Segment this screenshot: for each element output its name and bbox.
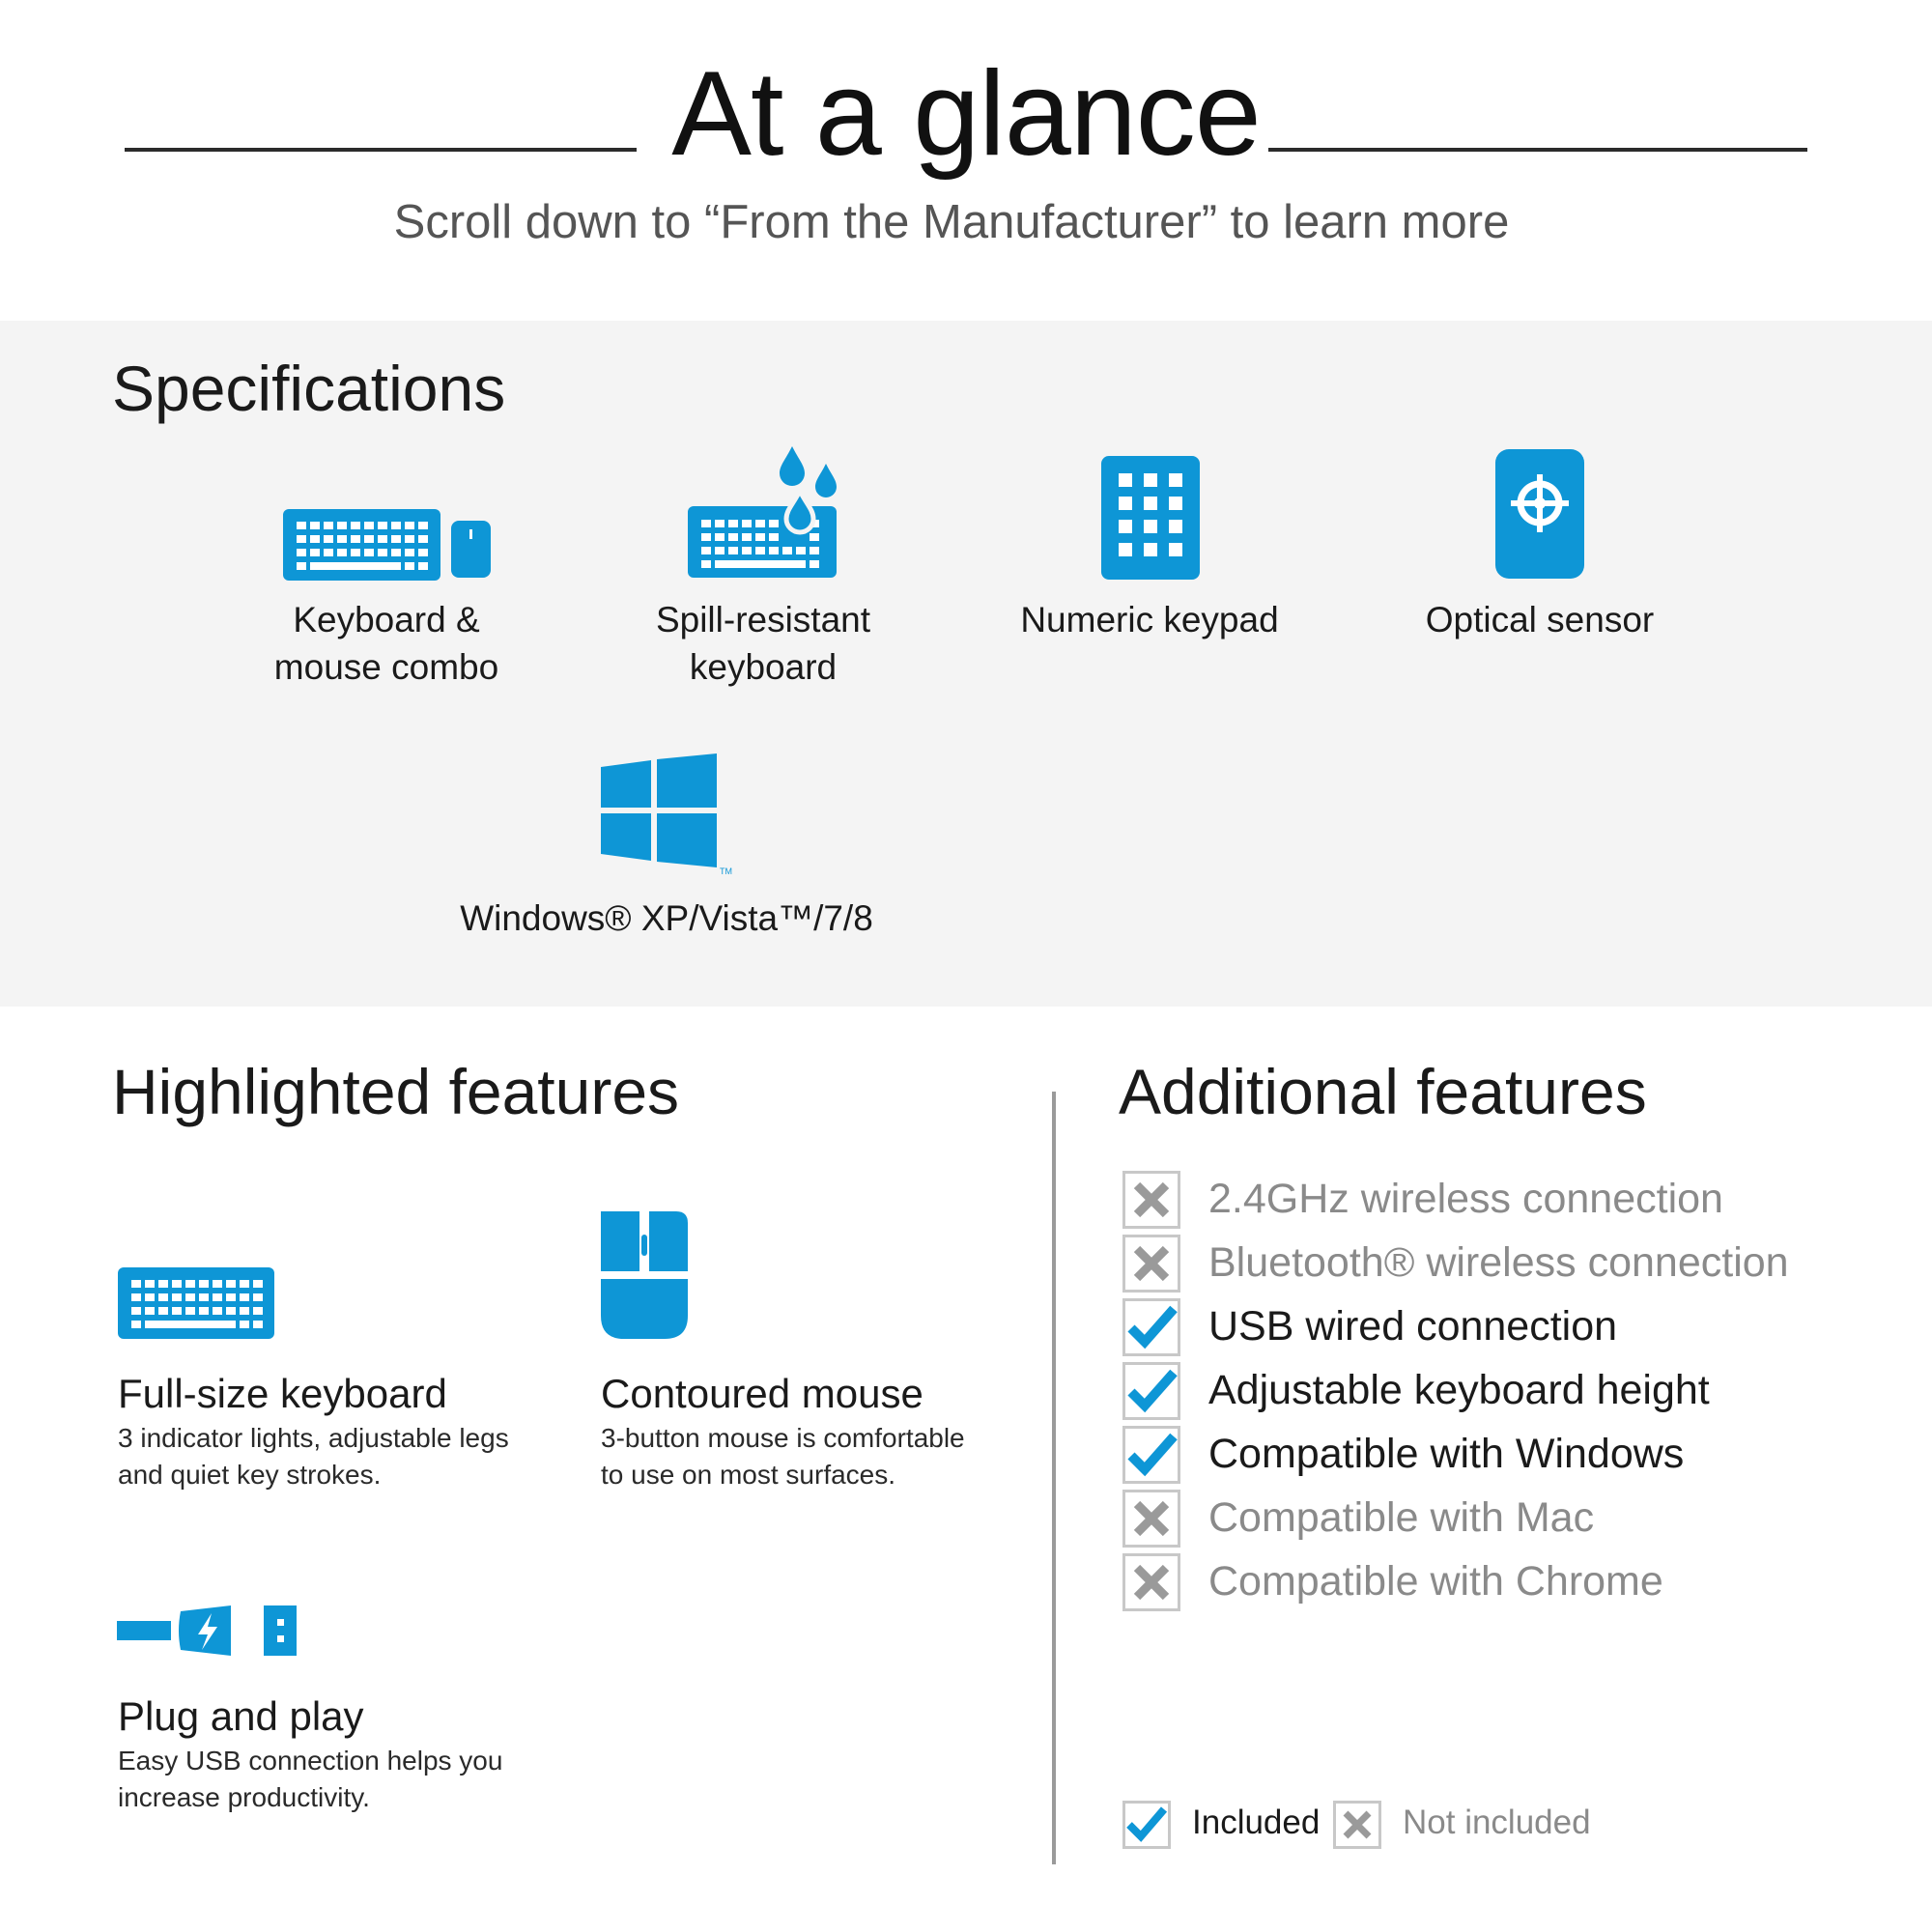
feature-label: USB wired connection [1208,1303,1618,1350]
feature-label: Compatible with Mac [1208,1494,1595,1541]
feature-desc-line2: increase productivity. [118,1782,370,1812]
spec-label-line2: keyboard [689,647,838,687]
specifications-panel [0,321,1932,1007]
section-divider [1052,1092,1056,1864]
legend-x-mark-icon [1333,1801,1381,1849]
spec-label-line1: Keyboard & [293,600,480,639]
usb-plug-icon [117,1600,297,1662]
spec-spill-resistant-keyboard [609,596,918,691]
x-mark-icon [1122,1490,1180,1548]
feature-title-keyboard: Full-size keyboard [118,1371,447,1416]
spec-windows [435,895,898,942]
legend-included-label: Included [1192,1804,1321,1841]
feature-label: Compatible with Chrome [1208,1558,1663,1605]
spec-label-line1: Windows® XP/Vista™/7/8 [460,898,873,938]
x-mark-icon [1122,1553,1180,1611]
mouse-icon [601,1211,688,1339]
x-mark-icon [1122,1171,1180,1229]
feature-desc-mouse [601,1420,965,1493]
feature-title-mouse: Contoured mouse [601,1371,923,1416]
feature-label: Bluetooth® wireless connection [1208,1239,1789,1286]
spec-label-line1: Numeric keypad [1020,600,1279,639]
spec-label-line1: Optical sensor [1425,600,1655,639]
spec-numeric-keypad [995,596,1304,643]
optical-sensor-icon [1495,449,1584,579]
checkmark-icon [1122,1298,1180,1356]
feature-desc-plug-and-play [118,1743,502,1816]
feature-desc-line2: and quiet key strokes. [118,1460,382,1490]
additional-features-heading: Additional features [1119,1056,1647,1127]
feature-desc-line1: Easy USB connection helps you [118,1746,503,1776]
feature-desc-line1: 3 indicator lights, adjustable legs [118,1423,509,1453]
spec-label-line2: mouse combo [273,647,499,687]
spill-resistant-keyboard-icon [688,446,842,582]
x-mark-icon [1122,1235,1180,1293]
specifications-heading: Specifications [112,353,506,424]
feature-label: Compatible with Windows [1208,1431,1685,1477]
spec-label-line1: Spill-resistant [655,600,871,639]
feature-title-plug-and-play: Plug and play [118,1693,364,1739]
feature-label: Adjustable keyboard height [1208,1367,1710,1413]
feature-desc-line1: 3-button mouse is comfortable [601,1423,965,1453]
windows-logo-icon [601,753,736,875]
spec-optical-sensor [1385,596,1694,643]
keyboard-icon [118,1267,274,1339]
page-title: At a glance [671,47,1261,181]
numeric-keypad-icon [1101,456,1200,580]
feature-desc-keyboard [118,1420,509,1493]
feature-label: 2.4GHz wireless connection [1208,1176,1723,1222]
checkmark-icon [1122,1426,1180,1484]
feature-desc-line2: to use on most surfaces. [601,1460,896,1490]
page-subtitle: Scroll down to “From the Manufacturer” to learn more [393,196,1510,248]
legend-not-included-label: Not included [1403,1804,1591,1841]
legend-checkmark-icon [1122,1801,1171,1849]
highlighted-features-heading: Highlighted features [112,1056,680,1127]
keyboard-mouse-icon [283,504,491,582]
svg-text:TM: TM [720,867,732,875]
checkmark-icon [1122,1362,1180,1420]
spec-keyboard-mouse-combo [232,596,541,691]
